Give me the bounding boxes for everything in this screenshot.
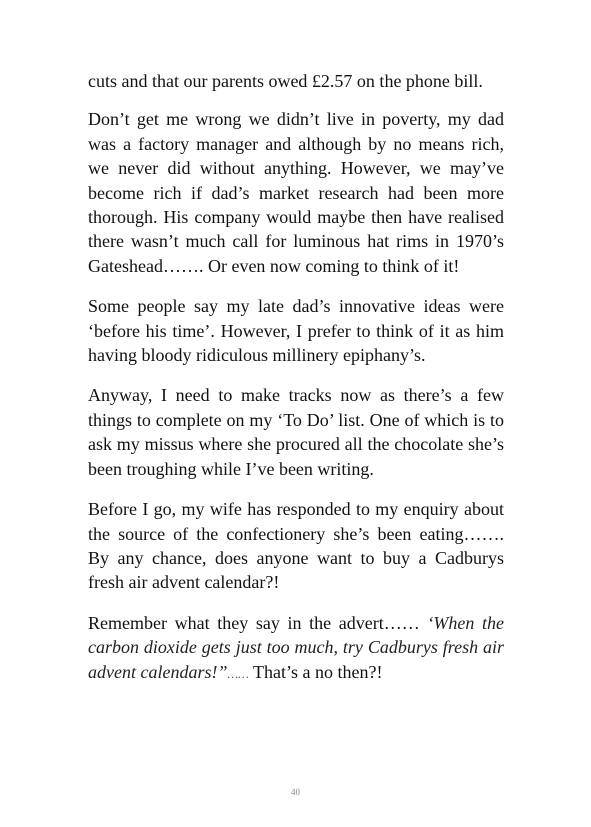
paragraph-1: cuts and that our parents owed £2.57 on the phone bill.	[88, 71, 483, 91]
paragraph-2: Don’t get me wrong we didn’t live in poverty, my dad was a factory manager and although by no means rich, we never did without anything. However, we may’ve become rich if dad’s market research had been more thorough. His company would maybe then have realised there wasn’t much call for luminous hat rims in 1970’s Gateshead……. Or even now coming to think of it!	[88, 109, 504, 276]
paragraph-5: Before I go, my wife has responded to my enquiry about the source of the confectionery she’s been eating……. By any chance, does anyone want to buy a Cadburys fresh air advent calendar?!	[88, 499, 504, 593]
paragraph-3: Some people say my late dad’s innovative ideas were ‘before his time’. However, I prefer to think of it as him having bloody ridiculous millinery epiphany’s.	[88, 296, 504, 366]
paragraph-6-lead: Remember what they say in the advert……	[88, 612, 428, 633]
paragraph-4: Anyway, I need to make tracks now as there’s a few things to complete on my ‘To Do’ list. One of which is to ask my missus where she procured all the chocolate she’s been troughing while I’ve been writing.	[88, 385, 504, 479]
quote-ellipsis: ……	[227, 666, 249, 681]
page-number: 40	[291, 787, 300, 797]
paragraph-6	[88, 611, 504, 686]
paragraph-6-tail: That’s a no then?!	[248, 661, 383, 682]
body-text	[88, 69, 504, 702]
advert-quote: ‘When the carbon dioxide gets just too much, try Cadburys fresh air advent calendars!”	[88, 612, 504, 682]
